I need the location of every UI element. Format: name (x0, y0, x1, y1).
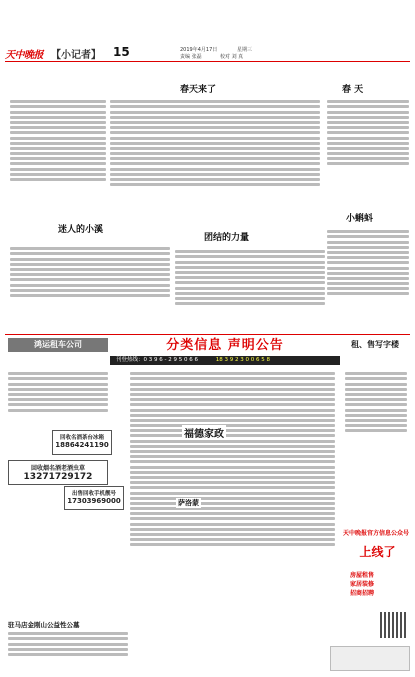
title-dispute: 小蝌蚪 (346, 214, 374, 224)
ad-main-title: 分类信息 声明公告 (166, 338, 284, 353)
ad-phone-left: 刊登热线：0 3 9 6 - 2 9 5 0 6 6 (116, 357, 198, 363)
body-left-top (10, 98, 106, 213)
body-center-top (110, 98, 320, 220)
ad-landmark-body (8, 630, 128, 670)
ad-dry-clean: 福德家政 (182, 425, 226, 440)
title-spring: 春 天 (342, 85, 364, 95)
ad-grid-center (130, 370, 335, 610)
ad-phone-box-2-number: 13271729172 (23, 472, 93, 482)
ad-tennis: 萨洛蒙 (178, 499, 199, 507)
ad-grid-left (8, 370, 108, 425)
ad-service-list (350, 570, 408, 597)
ad-phone-box-2-label: 回收烟名酒老酒虫草 (30, 465, 85, 472)
ad-service-item-3: 招商招聘 (350, 590, 375, 597)
ad-platform-title: 天中晚报官方信息公众号 (342, 530, 409, 537)
title-creek: 迷人的小溪 (58, 225, 104, 235)
ad-landmark: 驻马店金刚山公益性公墓 (8, 621, 80, 629)
page-number: 15 (113, 45, 130, 59)
body-right-bottom (327, 228, 409, 323)
title-unity: 团结的力量 (204, 233, 250, 243)
ad-phone-box-3-number: 17303969000 (67, 497, 121, 505)
body-right-top (327, 98, 409, 193)
ad-phone-box-3 (64, 486, 124, 510)
masthead-weekday: 星期三 (237, 47, 253, 53)
ad-phone-strip (110, 356, 340, 365)
masthead-date: 2019年4月17日 (180, 47, 218, 53)
ad-online: 上线了 (359, 545, 396, 559)
masthead-proof: 校对 刘 真 (220, 54, 244, 60)
ad-phone-box-1-label: 回收名酒茶台冰箱 (59, 435, 104, 441)
body-center-bottom (175, 248, 325, 328)
ad-grid-right (345, 370, 407, 460)
body-left-bottom (10, 245, 170, 315)
ad-phone-box-3-label: 出售回收手机靓号 (71, 491, 116, 497)
masthead-editor: 责编 张磊 (180, 54, 202, 60)
ad-service-item-2: 家居装修 (350, 581, 375, 588)
ad-service-item-1: 房屋租售 (350, 572, 375, 579)
title-spring-came: 春天来了 (180, 85, 217, 95)
qr-code-icon (380, 612, 406, 638)
masthead-logo: 天中晚报 (5, 50, 43, 61)
ad-phone-box-2 (8, 460, 108, 485)
masthead (5, 45, 410, 61)
masthead-section: 【小记者】 (51, 50, 101, 61)
masthead-rule (5, 61, 410, 62)
ad-header-left: 鸿运租车公司 (8, 338, 108, 352)
ad-phone-box-1 (52, 430, 112, 455)
ad-phone-box-1-number: 18864241190 (55, 441, 109, 449)
ads-top-rule (5, 334, 410, 335)
ad-header-right: 租、售写字楼 (351, 340, 399, 349)
ad-phone-center: 18 3 9 2 3 0 0 6 5 8 (215, 357, 270, 363)
ad-bottom-strip (330, 646, 410, 671)
